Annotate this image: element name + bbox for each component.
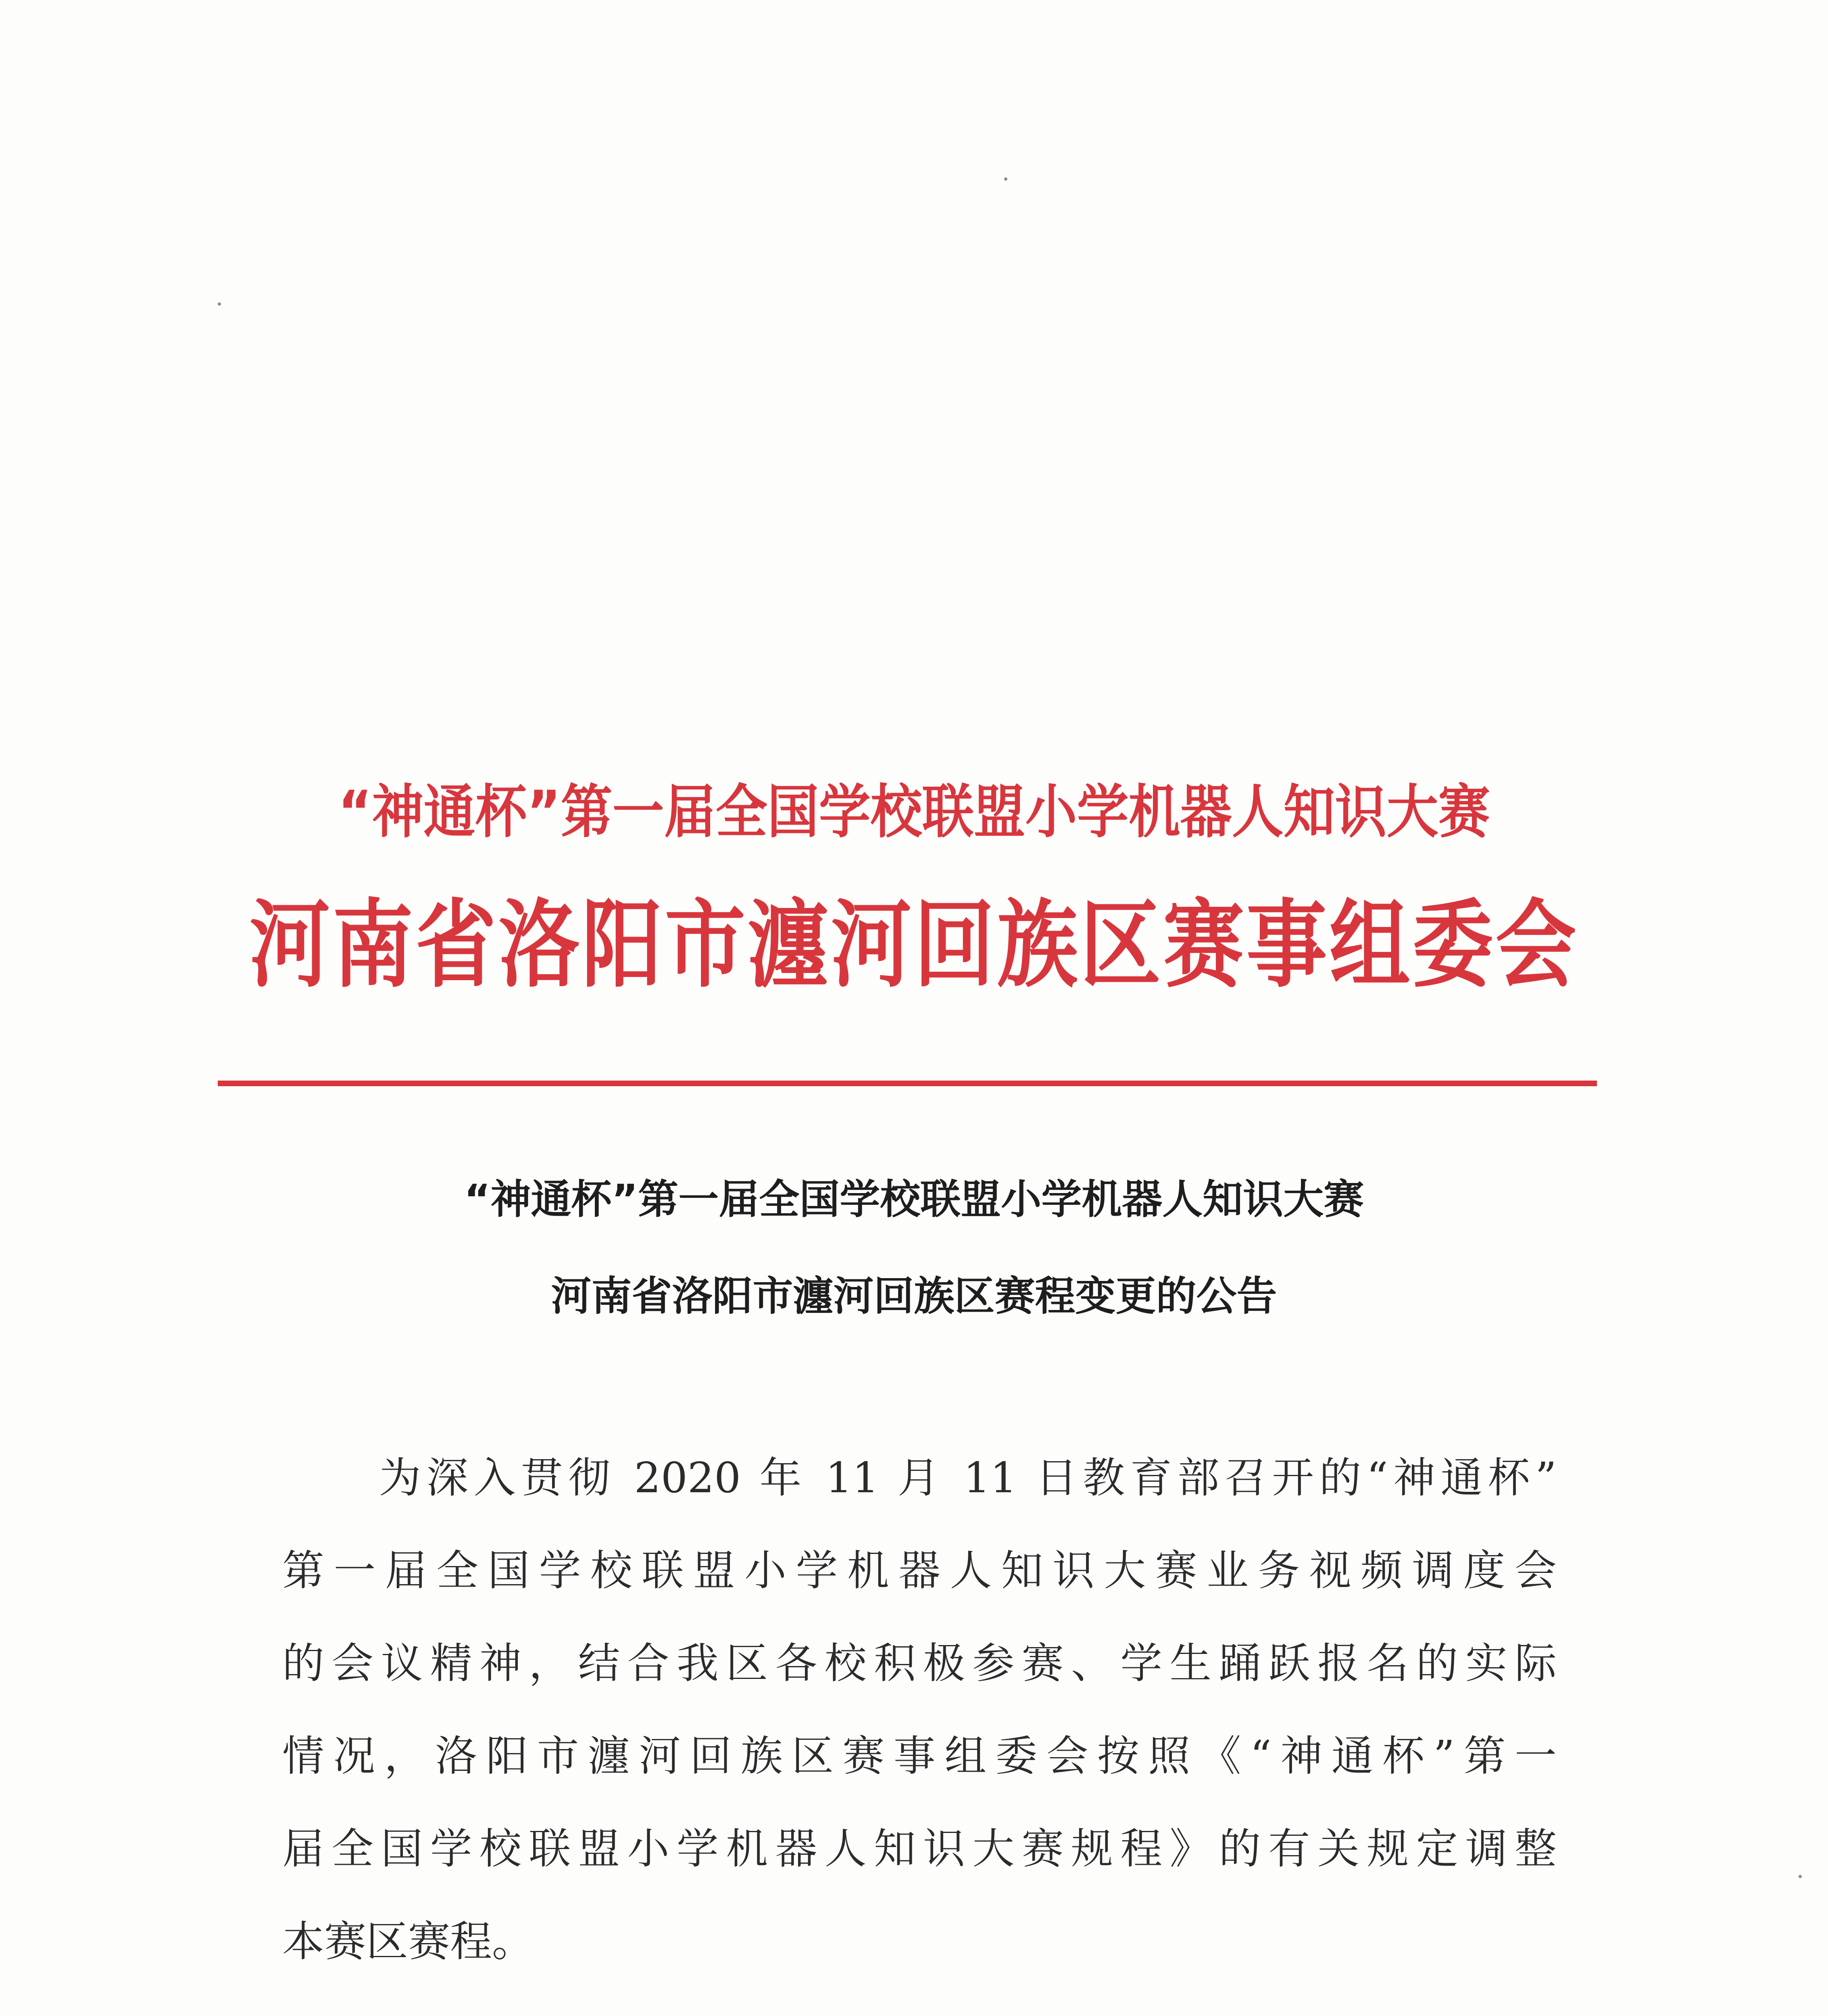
body-paragraph-line: 的会议精神，结合我区各校积极参赛、学生踊跃报名的实际 — [282, 1639, 1557, 1688]
letterhead-event-name: “神通杯”第一届全国学校联盟小学机器人知识大赛 — [338, 779, 1490, 846]
body-paragraph-line: 情况，洛阳市瀍河回族区赛事组委会按照《“神通杯”第一 — [282, 1731, 1557, 1781]
letterhead-organizer: 河南省洛阳市瀍河回族区赛事组委会 — [249, 889, 1579, 1001]
letterhead-divider — [218, 1081, 1597, 1086]
notice-title-line2: 河南省洛阳市瀍河回族区赛程变更的公告 — [551, 1272, 1277, 1320]
body-paragraph-line: 第一届全国学校联盟小学机器人知识大赛业务视频调度会 — [282, 1546, 1557, 1595]
body-paragraph-line: 本赛区赛程。 — [282, 1917, 534, 1966]
body-paragraph-line: 为深入贯彻 2020 年 11 月 11 日教育部召开的“神通杯” — [379, 1453, 1557, 1502]
scan-speck — [1799, 1875, 1802, 1878]
notice-title-line1: “神通杯”第一届全国学校联盟小学机器人知识大赛 — [464, 1176, 1364, 1223]
scan-speck — [218, 302, 221, 306]
body-paragraph-line: 届全国学校联盟小学机器人知识大赛规程》的有关规定调整 — [282, 1824, 1557, 1873]
scan-speck — [1004, 177, 1007, 181]
